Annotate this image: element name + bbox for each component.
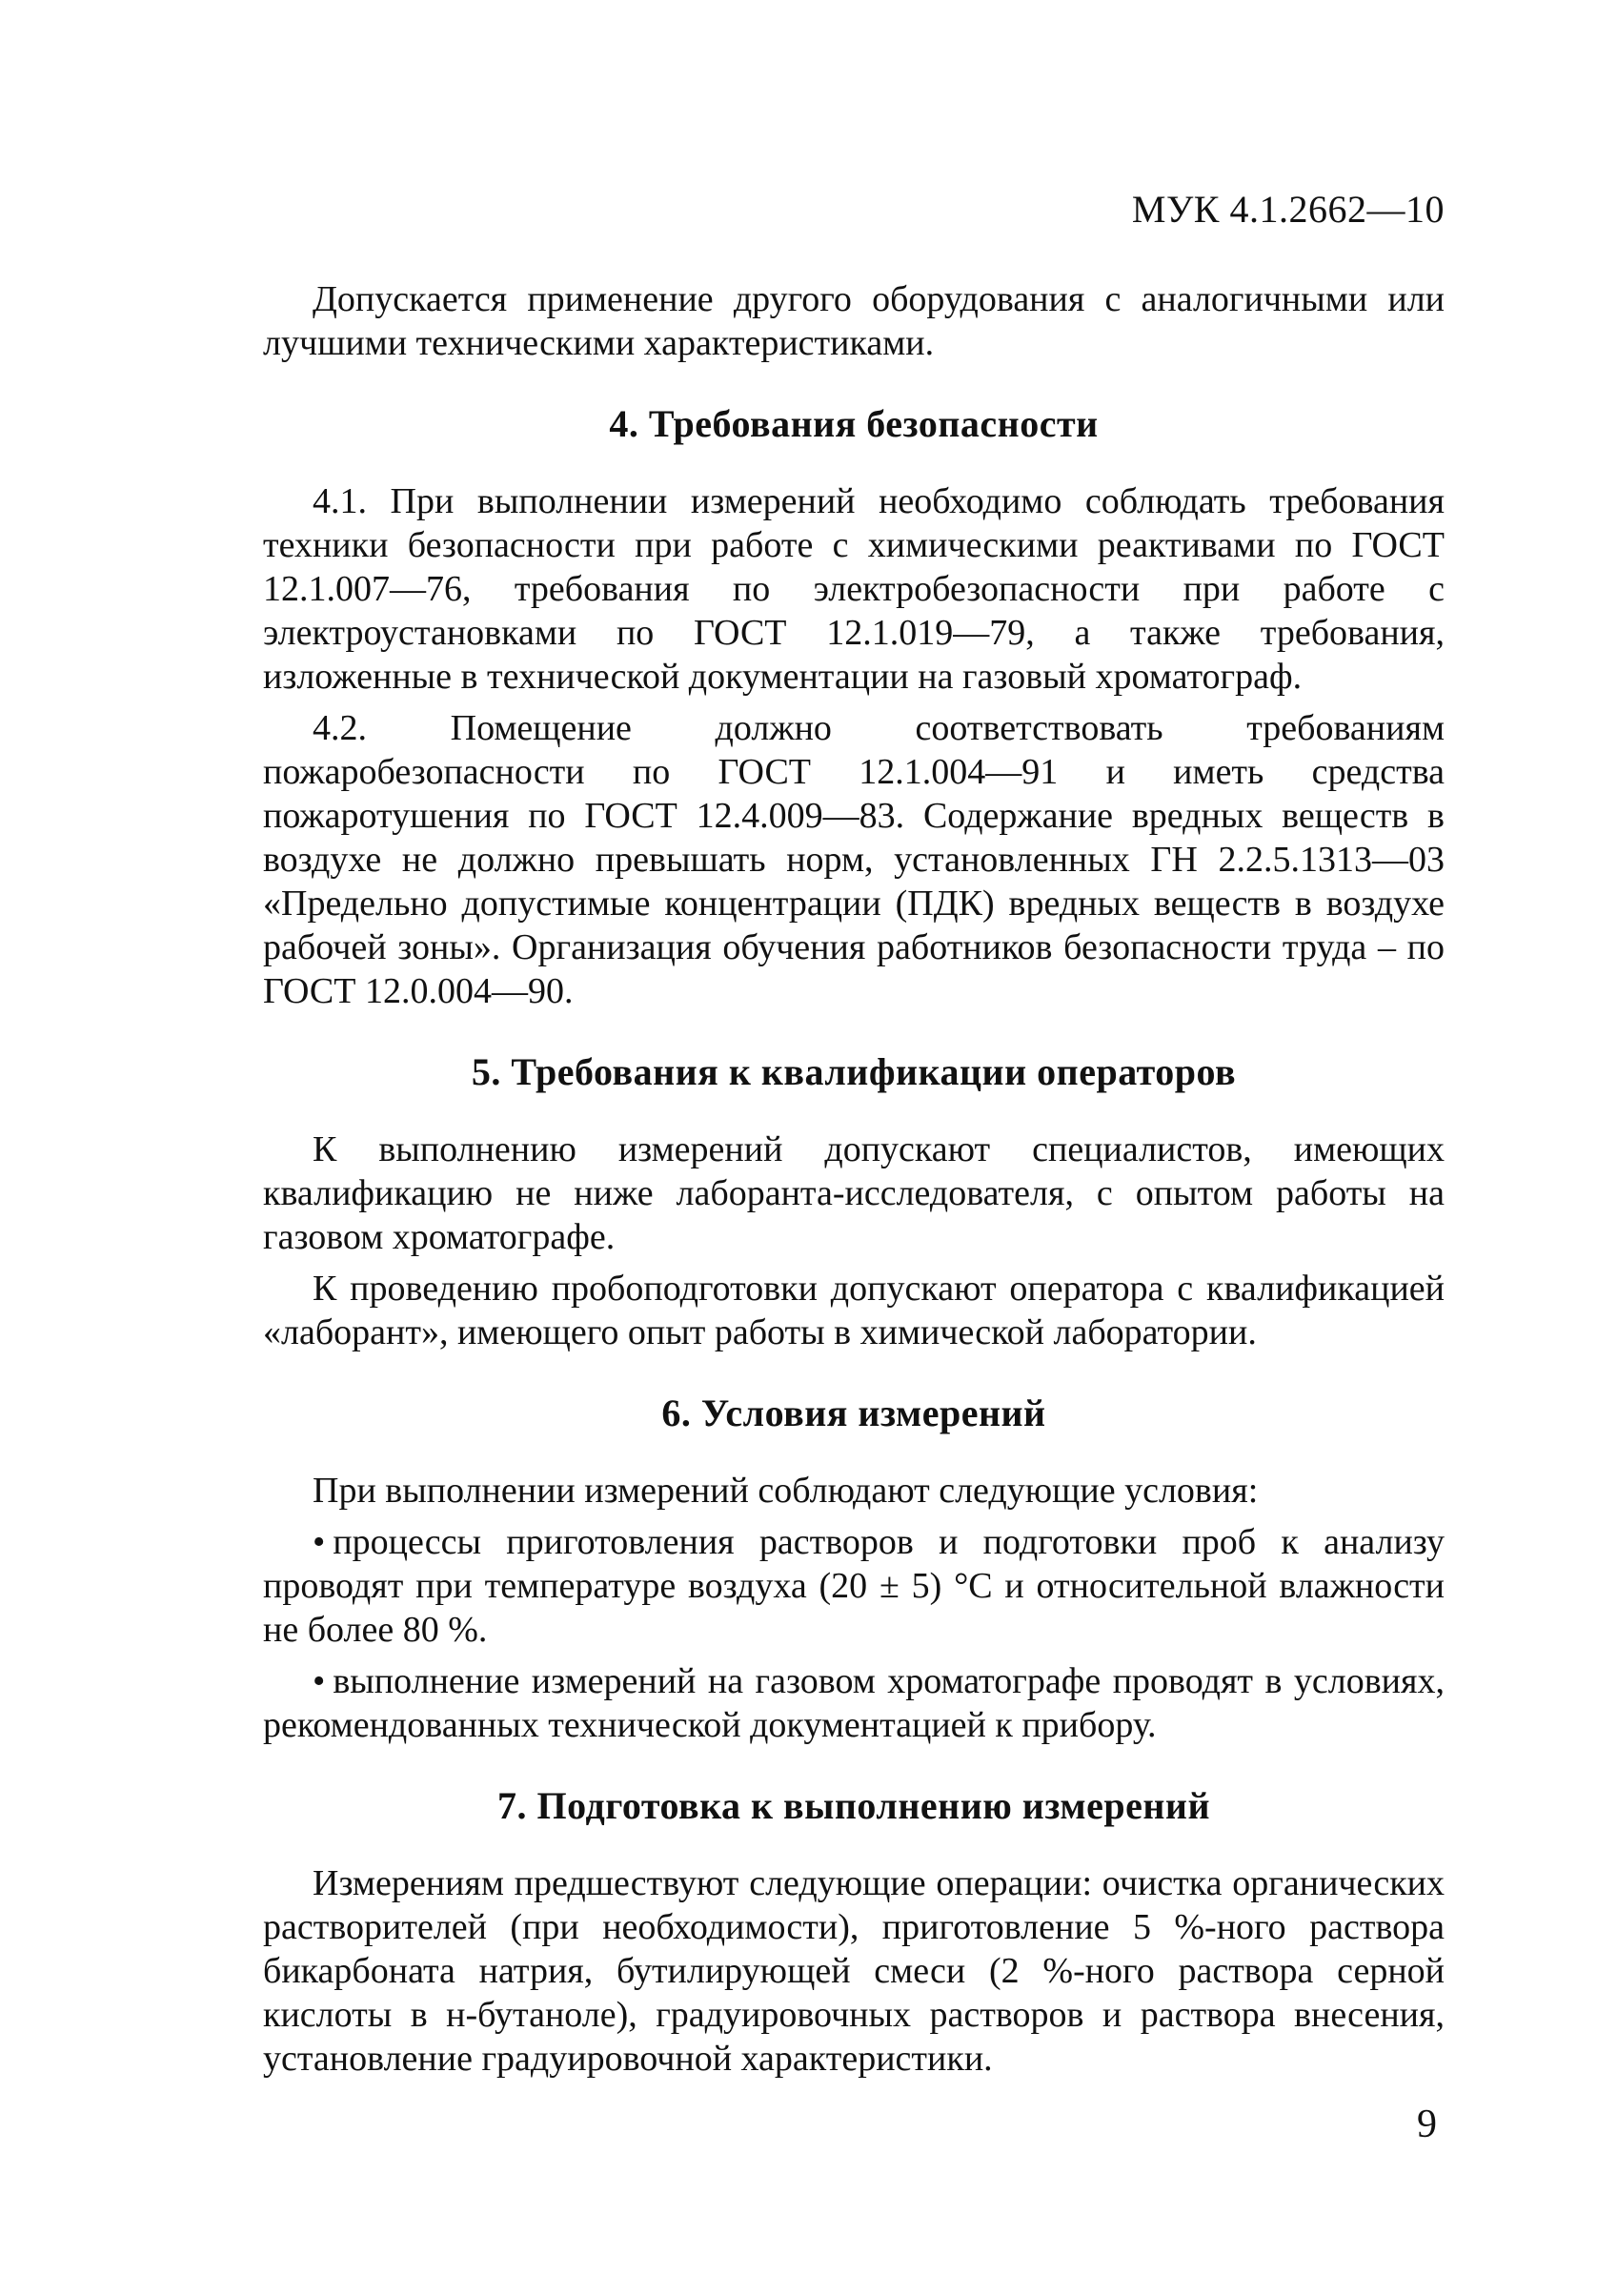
section-6-bullet-2-text: выполнение измерений на газовом хроматографе проводят в условиях, рекомендованных технической документацией к прибору. bbox=[263, 1661, 1445, 1745]
section-6-heading: 6. Условия измерений bbox=[661, 1392, 1046, 1434]
section-4-heading: 4. Требования безопасности bbox=[609, 402, 1099, 445]
bullet-icon: • bbox=[313, 1522, 326, 1562]
section-5-paragraph-2: К проведению пробоподготовки допускают оператора с квалификацией «лаборант», имеющего опыт работы в химической лаборатории. bbox=[263, 1269, 1445, 1352]
section-4-paragraph-1: 4.1. При выполнении измерений необходимо соблюдать требования техники безопасности при работе с химическими реактивами по ГОСТ 12.1.007—76, требования по электробезопасности при работе с электроустановками по ГОСТ 12.1.019—79, а также требования, изложенные в технической документации на газовый хроматограф. bbox=[263, 481, 1445, 697]
section-7-heading: 7. Подготовка к выполнению измерений bbox=[497, 1784, 1210, 1827]
bullet-icon: • bbox=[313, 1661, 326, 1701]
section-5-heading: 5. Требования к квалификации операторов bbox=[471, 1050, 1237, 1093]
intro-paragraph: Допускается применение другого оборудования с аналогичными или лучшими техническими характеристиками. bbox=[263, 279, 1445, 363]
section-7-paragraph-1: Измерениям предшествуют следующие операции: очистка органических растворителей (при необходимости), приготовление 5 %-ного раствора бикарбоната натрия, бутилирующей смеси (2 %-ного раствора серной кислоты в н-бутаноле), градуировочных растворов и раствора внесения, установление градуировочной характеристики. bbox=[263, 1863, 1445, 2079]
section-6-paragraph-1: При выполнении измерений соблюдают следующие условия: bbox=[313, 1471, 1259, 1511]
document-page bbox=[263, 187, 1445, 2081]
section-6-bullet-2 bbox=[263, 1659, 1445, 1747]
section-4-paragraph-2: 4.2. Помещение должно соответствовать требованиям пожаробезопасности по ГОСТ 12.1.004—91 и иметь средства пожаротушения по ГОСТ 12.4.009—83. Содержание вредных веществ в воздухе не должно превышать норм, установленных ГН 2.2.5.1313—03 «Предельно допустимые концентрации (ПДК) вредных веществ в воздухе рабочей зоны». Организация обучения работников безопасности труда – по ГОСТ 12.0.004—90. bbox=[263, 708, 1445, 1011]
section-5-paragraph-1: К выполнению измерений допускают специалистов, имеющих квалификацию не ниже лаборанта-исследователя, с опытом работы на газовом хроматографе. bbox=[263, 1129, 1445, 1257]
section-6-bullet-1 bbox=[263, 1520, 1445, 1652]
section-6-bullet-1-text: процессы приготовления растворов и подготовки проб к анализу проводят при температуре воздуха (20 ± 5) °С и относительной влажности не более 80 %. bbox=[263, 1522, 1445, 1650]
page-number: 9 bbox=[1417, 2103, 1437, 2146]
document-identifier: МУК 4.1.2662—10 bbox=[1131, 188, 1445, 231]
